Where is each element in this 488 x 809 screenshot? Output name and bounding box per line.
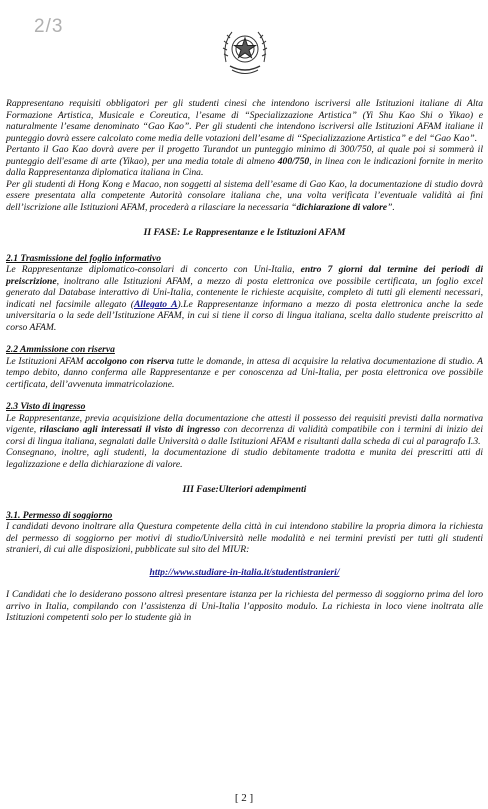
document-body (6, 98, 483, 624)
section-3-1-text: I candidati devono inoltrare alla Questura competente della città in cui intendono stabilire la propria dimora la richiesta del permesso di soggiorno per motivi di studio/Università nelle modalità e nei termini previsti per tutti gli studenti stranieri, di cui alle disposizioni, pubblicate sul sito del MIUR: (6, 521, 483, 555)
deadline-highlight: entro 7 giorni dal termine dei periodi di preiscrizione (6, 264, 483, 287)
paragraph-text: Le Rappresentanze, previa acquisizione della documentazione che attesti il possesso dei requisiti previsti dalla normativa vigente, (6, 412, 483, 435)
section-2-2-title: 2.2 Ammissione con riserva (6, 344, 115, 355)
visto-highlight: rilasciano agli interessati il visto di ingresso (39, 424, 221, 435)
paragraph-text: Per gli studenti di Hong Kong e Macao, non soggetti al sistema dell’esame di Gao Kao, la documentazione di studio dovrà essere presentata alla competente Autorità consolare italiana che, una volta verificata l’eventuale validità ai fini dell’iscrizione alle Istituzioni AFAM, procederà a rilasciare la necessaria “ (6, 178, 483, 213)
page-number: [ 2 ] (234, 792, 254, 804)
dichiarazione-highlight: dichiarazione di valore (296, 201, 388, 213)
paragraph-text: , inoltrano alle Istituzioni AFAM, a mezzo di posta elettronica ove possibile certificata, un foglio excel generato dal Database interattivo di Uni-Italia, contenente le richieste acquisite, completo di tutti gli elementi necessari, indicati nel facsimile allegato ( (6, 275, 483, 310)
paragraph-text: Pertanto il Gao Kao dovrà avere per il progetto Turandot un punteggio minimo di 300/750, al quale poi si sommerà il punteggio dell'esame di arte (Yikao), per una media totale di almeno (6, 144, 483, 167)
page-counter: 2/3 (34, 16, 64, 37)
miur-url-link[interactable]: http://www.studiare-in-italia.it/studentistranieri/ (149, 566, 340, 578)
paragraph-requisiti (6, 98, 483, 213)
paragraph-text: Le Rappresentanze diplomatico-consolari di concerto con Uni-Italia, (6, 264, 301, 275)
score-highlight: 400/750 (277, 155, 310, 167)
paragraph-text: con decorrenza di validità compatibile con i termini di inizio dei corsi di lingua italiana, segnalati dalle Università o dalle Istituzioni AFAM e risultanti dalla scheda di cui al paragrafo I.3. (6, 424, 483, 447)
paragraph-text: Le Istituzioni AFAM (6, 355, 87, 367)
paragraph-text: , in linea con le indicazioni fornite in merito dalla Rappresentanza diplomatica italiana in Cina. (6, 155, 483, 178)
section-2-3-title: 2.3 Visto di ingresso (6, 401, 86, 412)
section-2-1-title: 2.1 Trasmissione del foglio informativo (6, 252, 162, 264)
allegato-a-link[interactable]: Allegato A (134, 298, 178, 310)
paragraph-text: Rappresentano requisiti obbligatori per gli studenti cinesi che intendono iscriversi alle Istituzioni italiane di Alta Formazione Artistica, Musicale e Coreutica, l’esame di “Specializzazione Artistica” (Yi Shu Kao Shi o Yikao) e naturalmente l’esame denominato “Gao Kao”. Per gli studenti che intendono iscriversi alle Istituzioni AFAM italiane il punteggio dovrà essere calcolato come media delle votazioni dell’esame di “Specializzazione Artistica” e del “Gao Kao”. (6, 98, 483, 144)
section-3-1-title: 3.1. Permesso di soggiorno (6, 509, 113, 521)
section-3-1-text-2: I Candidati che lo desiderano possono altresì presentare istanza per la richiesta del permesso di soggiorno prima del loro arrivo in Italia, compilando con l’assistenza di Uni-Italia l’apposito modulo. La richiesta in loco viene inoltrata alle Istituzioni competenti solo per lo studente già in (6, 589, 483, 623)
phase-3-title: III Fase:Ulteriori adempimenti (182, 484, 307, 495)
phase-2-title: II FASE: Le Rappresentanze e le Istituzioni AFAM (143, 227, 346, 238)
riserva-highlight: accolgono con riserva (86, 355, 175, 367)
section-2-1-text (6, 264, 483, 333)
miur-url-line (6, 567, 483, 579)
paragraph-text: Consegnano, inoltre, agli studenti, la documentazione di studio debitamente tradotta e munita dei prescritti atti di legalizzazione e della dichiarazione di valore. (6, 447, 483, 470)
paragraph-text: ).Le Rappresentanze informano a mezzo di posta elettronica anche la sede universitaria o la sede dell’Istituzione AFAM, in cui si tiene il corso di lingua italiana, scelta dallo studente preiscritto al corso AFAM. (6, 298, 483, 333)
section-2-2-text (6, 356, 483, 391)
paragraph-text: tutte le domande, in attesa di acquisire la relativa documentazione di studio. A tempo debito, danno conferma alle Rappresentanze e per conoscenza ad Uni-Italia, per posta elettronica ove possibile certificata, dell’avvenuta immatricolazione. (6, 355, 483, 390)
paragraph-text: ”. (387, 201, 395, 213)
section-2-3-text (6, 413, 483, 471)
italian-republic-emblem-icon (218, 22, 272, 84)
